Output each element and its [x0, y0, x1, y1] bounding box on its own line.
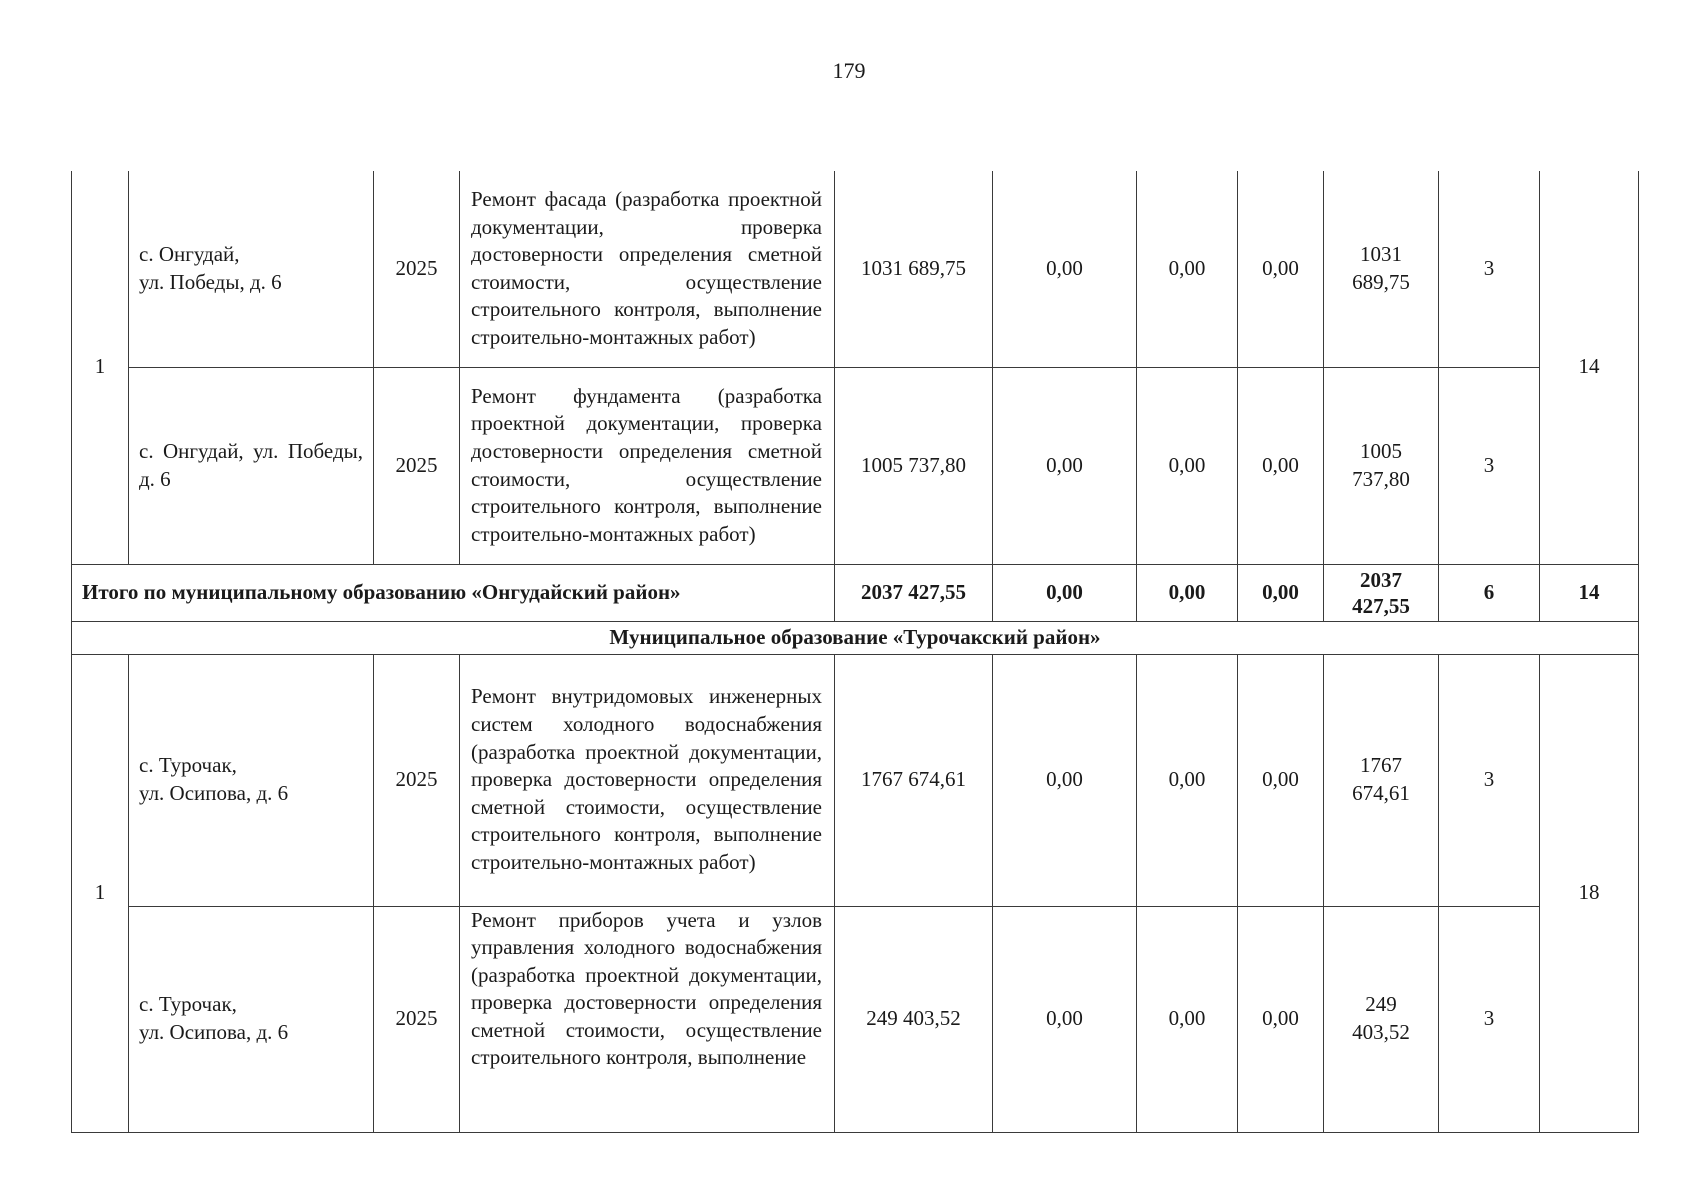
address-line: ул. Осипова, д. 6 — [139, 781, 289, 805]
group-total-cell: 14 — [1540, 171, 1639, 564]
subtotal-amount — [1324, 564, 1439, 621]
description-cell: Ремонт приборов учета и узлов управления холодного водоснабжения (разработка проектной документации, проверка достоверности определения сметной стоимости, осуществление строительного контроля, выполнение — [460, 906, 835, 1132]
subtotal-count: 6 — [1439, 564, 1540, 621]
address-line: ул. Победы, д. 6 — [139, 269, 282, 294]
amount-cell — [1324, 654, 1439, 906]
group-total-cell: 18 — [1540, 654, 1639, 1132]
count-cell: 3 — [1439, 171, 1540, 367]
address-cell — [129, 654, 374, 906]
total-cell: 1031 689,75 — [835, 171, 993, 367]
value-cell: 0,00 — [1238, 367, 1324, 564]
amount-line: 427,55 — [1352, 593, 1410, 618]
address-line: с. Турочак, — [139, 992, 237, 1017]
amount-line: 403,52 — [1352, 1020, 1410, 1044]
value-cell: 0,00 — [993, 367, 1137, 564]
value-cell: 0,00 — [1137, 654, 1238, 906]
year-cell: 2025 — [374, 367, 460, 564]
subtotal-group-total: 14 — [1540, 564, 1639, 621]
table-row — [72, 367, 1639, 564]
description-cell: Ремонт фундамента (разработка проектной документации, проверка достоверности определения сметной стоимости, осуществление строительного контроля, выполнение строительно-монтажных работ) — [460, 367, 835, 564]
value-cell: 0,00 — [993, 906, 1137, 1132]
value-cell: 0,00 — [1238, 171, 1324, 367]
address-cell: с. Онгудай, ул. Победы, д. 6 — [129, 367, 374, 564]
amount-line: 737,80 — [1352, 466, 1410, 491]
address-cell — [129, 906, 374, 1132]
amount-line: 674,61 — [1352, 781, 1410, 805]
year-cell: 2025 — [374, 654, 460, 906]
subtotal-row — [72, 564, 1639, 621]
amount-line: 249 — [1365, 992, 1397, 1017]
section-header: Муниципальное образование «Турочакский район» — [72, 621, 1639, 654]
year-cell: 2025 — [374, 171, 460, 367]
total-cell: 1005 737,80 — [835, 367, 993, 564]
description-cell: Ремонт внутридомовых инженерных систем холодного водоснабжения (разработка проектной документации, проверка достоверности определения сметной стоимости, осуществление строительного контроля, выполнение строительно-монтажных работ) — [460, 654, 835, 906]
value-cell: 0,00 — [1137, 906, 1238, 1132]
total-cell: 1767 674,61 — [835, 654, 993, 906]
year-cell: 2025 — [374, 906, 460, 1132]
register-table — [71, 171, 1639, 1133]
address-line: с. Онгудай, — [139, 242, 240, 267]
value-cell: 0,00 — [1238, 654, 1324, 906]
amount-cell — [1324, 367, 1439, 564]
count-cell: 3 — [1439, 906, 1540, 1132]
table-row — [72, 654, 1639, 906]
subtotal-label: Итого по муниципальному образованию «Онгудайский район» — [72, 564, 835, 621]
address-line: с. Турочак, — [139, 753, 237, 778]
amount-line: 1005 — [1360, 438, 1402, 463]
page-number: 179 — [832, 58, 866, 83]
total-cell: 249 403,52 — [835, 906, 993, 1132]
row-number-cell: 1 — [72, 171, 129, 564]
value-cell: 0,00 — [993, 654, 1137, 906]
address-line: ул. Осипова, д. 6 — [139, 1020, 289, 1044]
table-row — [72, 906, 1639, 1132]
count-cell: 3 — [1439, 654, 1540, 906]
amount-cell — [1324, 906, 1439, 1132]
subtotal-value: 0,00 — [1238, 564, 1324, 621]
subtotal-value: 0,00 — [993, 564, 1137, 621]
amount-line: 1031 — [1360, 242, 1402, 267]
subtotal-total: 2037 427,55 — [835, 564, 993, 621]
value-cell: 0,00 — [1137, 171, 1238, 367]
subtotal-value: 0,00 — [1137, 564, 1238, 621]
section-header-row — [72, 621, 1639, 654]
value-cell: 0,00 — [1137, 367, 1238, 564]
row-number-cell: 1 — [72, 654, 129, 1132]
address-cell — [129, 171, 374, 367]
value-cell: 0,00 — [993, 171, 1137, 367]
table-row — [72, 171, 1639, 367]
value-cell: 0,00 — [1238, 906, 1324, 1132]
amount-line: 689,75 — [1352, 269, 1410, 294]
amount-line: 1767 — [1360, 753, 1402, 778]
amount-cell — [1324, 171, 1439, 367]
count-cell: 3 — [1439, 367, 1540, 564]
amount-line: 2037 — [1360, 567, 1402, 592]
description-cell: Ремонт фасада (разработка проектной документации, проверка достоверности определения сметной стоимости, осуществление строительного контроля, выполнение строительно-монтажных работ) — [460, 171, 835, 367]
